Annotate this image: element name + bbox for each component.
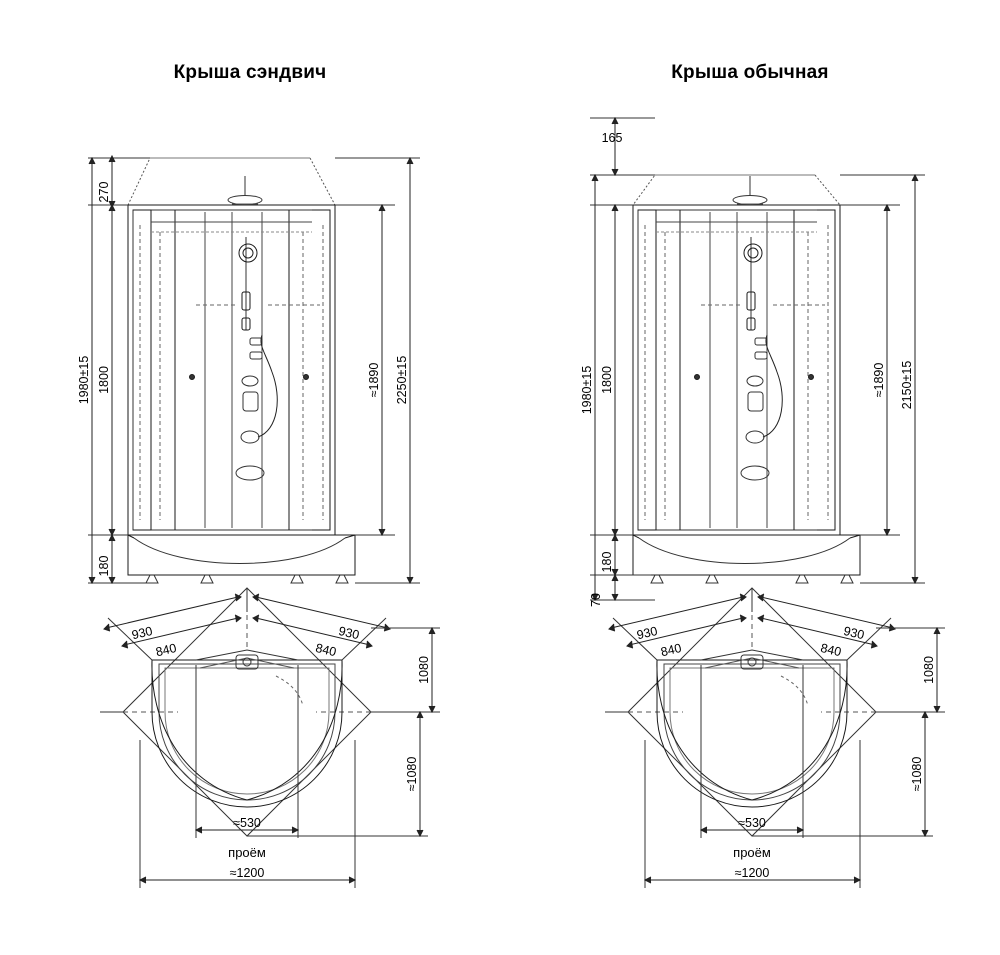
- dim-overall-height: 1980±15: [580, 365, 594, 415]
- dim-opening-width: ≈530: [738, 816, 766, 830]
- dim-inner-height: ≈1890: [367, 362, 381, 398]
- dim-inner-width-right: 840: [819, 640, 843, 660]
- dim-inner-width-left: 840: [154, 640, 178, 660]
- dim-opening-width: ≈530: [233, 816, 261, 830]
- panel-title-regular: Крыша обычная: [671, 62, 829, 83]
- dim-total-height: 2250±15: [395, 355, 409, 405]
- dim-outer-width-right: 930: [337, 623, 361, 643]
- dim-diagonal-depth: 1080: [922, 656, 936, 684]
- dim-tray-height: 180: [600, 551, 614, 573]
- dim-inner-width-right: 840: [314, 640, 338, 660]
- drawing-regular: [500, 0, 1000, 955]
- dim-outer-width-right: 930: [842, 623, 866, 643]
- dim-diagonal-depth-approx: ≈1080: [910, 756, 924, 792]
- panel-title-sandwich: Крыша сэндвич: [173, 62, 327, 83]
- dim-leg-height: 70: [589, 593, 603, 607]
- dim-cabin-height: 1800: [600, 366, 614, 394]
- dim-roof-height: 165: [601, 131, 623, 145]
- dim-outer-width-left: 930: [130, 623, 154, 643]
- label-opening: проём: [733, 845, 771, 860]
- dim-total-height: 2150±15: [900, 360, 914, 410]
- panel-regular: [500, 0, 1000, 955]
- dim-inner-height: ≈1890: [872, 362, 886, 398]
- dim-overall-height: 1980±15: [77, 355, 91, 405]
- dim-inner-width-left: 840: [659, 640, 683, 660]
- dim-outer-width-left: 930: [635, 623, 659, 643]
- dim-diagonal-depth: 1080: [417, 656, 431, 684]
- dim-diagonal-depth-approx: ≈1080: [405, 756, 419, 792]
- dim-cabin-height: 1800: [97, 366, 111, 394]
- label-opening: проём: [228, 845, 266, 860]
- dim-front-width: ≈1200: [229, 866, 265, 880]
- dim-tray-height: 180: [97, 555, 111, 577]
- dim-front-width: ≈1200: [734, 866, 770, 880]
- dim-roof-height: 270: [97, 181, 111, 203]
